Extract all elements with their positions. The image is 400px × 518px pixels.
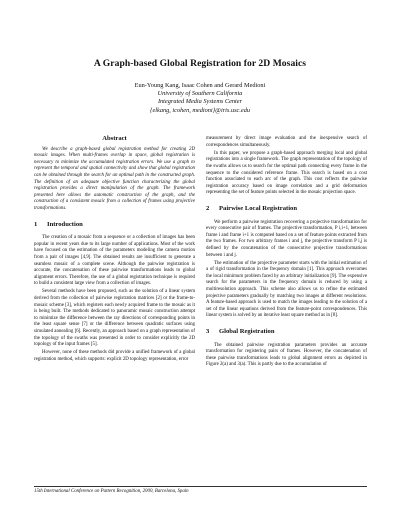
author-names: Eun-Young Kang, Isaac Cohen and Gerard Medioni (134, 82, 266, 89)
section-heading-global (206, 329, 367, 336)
footer-divider (34, 486, 367, 487)
section-title: Introduction (47, 220, 83, 228)
paragraph: However, none of these methods did provide a unified framework of a global registration method, which supports: explicit 2D topology representation, error (34, 350, 195, 362)
section-number: 3 (206, 328, 210, 336)
section-number: 1 (34, 220, 38, 228)
paragraph: The creation of a mosaic from a sequence or a collection of images has been popular in recent years due to its large number of applications. Most of the work have focused on the estimation of the parameters modeling the camera motion from a pair of images [4,9]. The obtained results are insufficient to generate a seamless mosaic of a complete scene. Although the pairwise registration is accurate, the concatenation of these pairwise transformations leads to global alignment errors. Therefore, the use of a global registration technique is required to build a consistent large view from a collection of images. (34, 235, 195, 287)
section-title: Pairwise Local Registration (219, 204, 298, 212)
section-title: Global Registration (219, 328, 275, 336)
paragraph: In this paper, we propose a graph-based approach merging local and global registrations into a single framework. The graph representation of the topology of the swaths allows us to search for the optimal path connecting every frame in the sequence to the considered reference frame. This search is based on a cost function associated to each arc of the graph. This cost reflects the pairwise registration accuracy based on image correlation and a grid deformation representing the set of feature points selected in the mosaic projection space. (206, 150, 367, 196)
abstract-heading: Abstract (102, 135, 127, 142)
paragraph: Several methods have been proposed, such as the solution of a linear system derived from the collection of pairwise registration matrices [2] or the frame-to-mosaic scheme [3], which registers each newly acquired frame to the mosaic as it is being built. The methods dedicated to panoramic mosaic construction attempt to minimize the difference between the ray directions of corresponding points in the least square sense [7] or the difference between quadratic surfaces using simulated annealing [6]. Recently, an approach based on a graph representation of the topology of the swaths was presented in order to consider explicitly the 2D topology of the input frames [5]. (34, 289, 195, 348)
left-column (34, 136, 195, 365)
section-heading-introduction (34, 222, 195, 229)
paper-title: A Graph-based Global Registration for 2D Mosaics (93, 58, 307, 69)
conference-footer: 15th International Conference on Pattern Recognition, 2000, Barcelona, Spain (34, 489, 189, 494)
paragraph: We perform a pairwise registration recovering a projective transformation for every consecutive pair of frames. The projective transformation, P i,i+1, between frame i and frame i+1 is computed based on a set of feature points extracted from the two frames. For two arbitrary frames i and j, the projective transform P i,j is defined by the concatenation of the consecutive projective transformations between i and j. (206, 219, 367, 258)
affiliation-center: Integrated Media Systems Center (157, 98, 243, 106)
paragraph: measurement by direct image evaluation and the inexpensive search of correspondences simultaneously. (206, 136, 367, 148)
section-heading-pairwise (206, 206, 367, 213)
section-number: 2 (206, 204, 210, 212)
paragraph: The estimation of the projective parameter starts with the initial estimation of a of rigid transformation in the frequency domain [1]. This approach overcomes the local minimum problem faced by an arbitrary initialization [9]. The expensive search for the parameters in the frequency domain is reduced by using a multiresolution approach. This scheme also allows us to refine the estimated projective parameters gradually by matching two images at different resolutions. A feature-based approach is used to match the images leading to the solution of a set of the linear equations derived from the feature-point correspondences. This linear system is solved by an iterative least square method as in [8]. (206, 260, 367, 319)
paragraph: The obtained pairwise registration parameters provides an accurate transformation for registering pairs of frames. However, the concatenation of these pairwise transformations leads to global alignment errors as depicted in Figure 2(a) and 3(a). This is partly due to the accumulation of (206, 342, 367, 368)
author-block (0, 82, 400, 115)
author-emails: {elkang, icohen, medioni}@iris.usc.edu (149, 106, 250, 114)
right-column (206, 136, 367, 371)
abstract-text: We describe a graph-based global registration method for creating 2D mosaic images. When multi-frames overlap in space, global registration is necessary to minimize the accumulated registration errors. We use a graph to represent the temporal and spatial connectivity and show that global registration can be obtained through the search for an optimal path in the constructed graph. The definition of an adequate objective function characterizing the global registration provides a direct manipulation of the graph. The framework presented here allows the automatic construction of the graph, and the construction of a consistent mosaic from a collection of frames using projective transformations. (34, 146, 195, 211)
affiliation-university: University of Southern California (157, 90, 243, 98)
